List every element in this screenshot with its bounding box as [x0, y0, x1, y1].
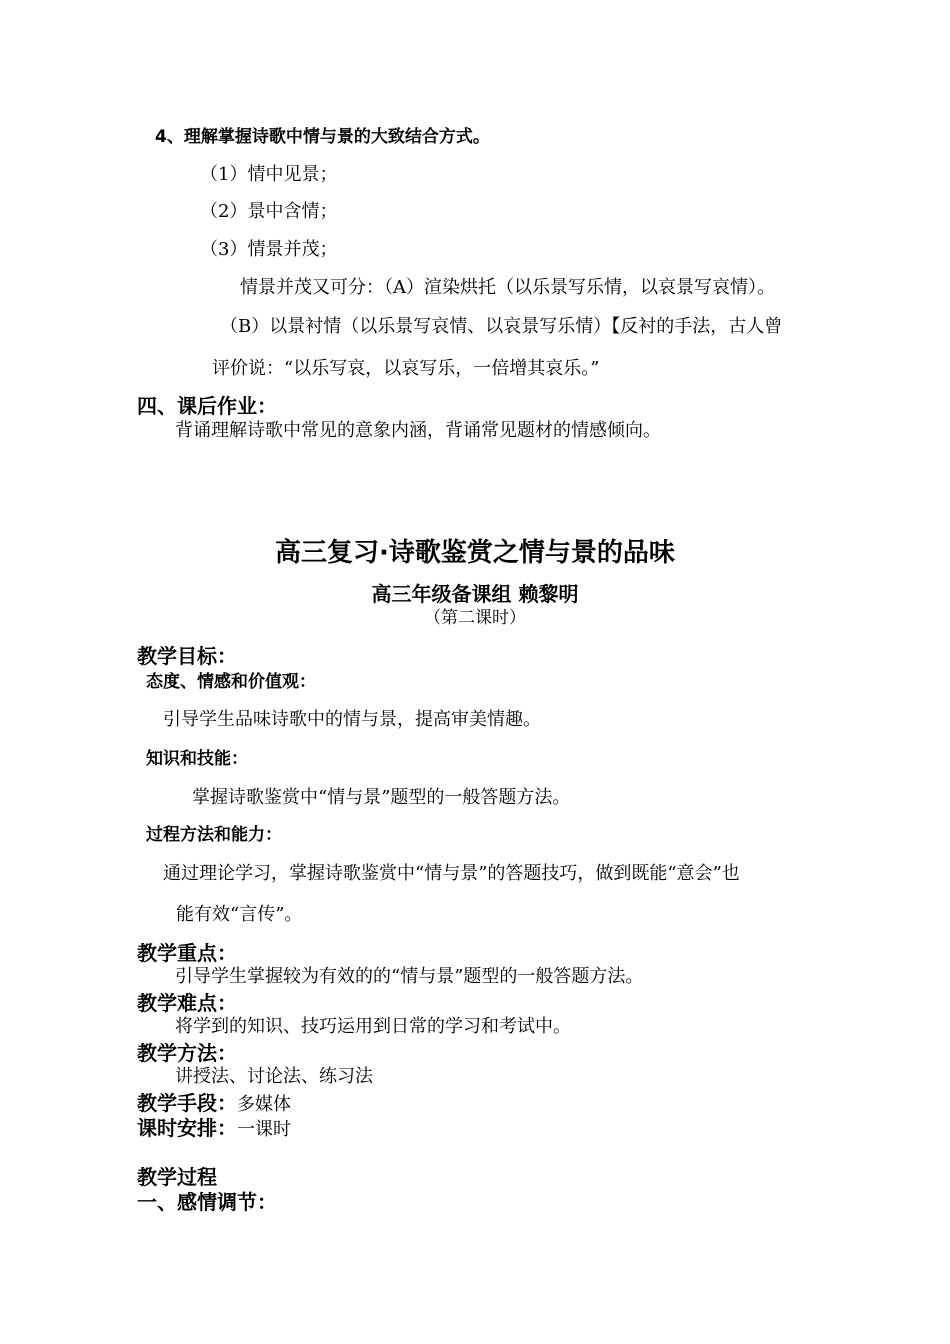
process-section-1: 一、感情调节：	[137, 1190, 277, 1214]
attitude-heading: 态度、情感和价值观：	[146, 672, 316, 692]
process-method-heading: 过程方法和能力：	[146, 825, 282, 845]
difficulties-text: 将学到的知识、技巧运用到日常的学习和考试中。	[175, 1016, 571, 1037]
way-2: （2）景中含情；	[200, 201, 338, 222]
key-points-heading: 教学重点：	[137, 941, 237, 965]
means-text: 多媒体	[237, 1094, 291, 1115]
process-method-text: 通过理论学习，掌握诗歌鉴赏中“情与景”的答题技巧，做到既能“意会”也	[163, 863, 740, 884]
process-method-text-continued: 能有效“言传”。	[176, 904, 303, 925]
process-heading: 教学过程	[137, 1165, 217, 1189]
lesson-author: 高三年级备课组 赖黎明	[371, 582, 579, 606]
knowledge-text: 掌握诗歌鉴赏中“情与景”题型的一般答题方法。	[192, 787, 571, 808]
objectives-heading: 教学目标：	[137, 644, 237, 668]
homework-text: 背诵理解诗歌中常见的意象内涵，背诵常见题材的情感倾向。	[175, 420, 661, 441]
methods-text: 讲授法、讨论法、练习法	[175, 1066, 373, 1087]
way-3: （3）情景并茂；	[200, 239, 338, 260]
sub-a-text: 情景并茂又可分：（A）渲染烘托（以乐景写乐情，以哀景写哀情）。	[240, 277, 775, 298]
difficulties-heading: 教学难点：	[137, 991, 237, 1015]
homework-heading: 四、课后作业：	[137, 394, 277, 418]
key-points-text: 引导学生掌握较为有效的的“情与景”题型的一般答题方法。	[175, 966, 644, 987]
knowledge-heading: 知识和技能：	[146, 749, 248, 769]
way-1: （1）情中见景；	[200, 164, 338, 185]
item4-heading: 4、理解掌握诗歌中情与景的大致结合方式。	[155, 127, 490, 147]
schedule-heading: 课时安排：	[137, 1116, 237, 1140]
means-heading: 教学手段：	[137, 1091, 237, 1115]
schedule-text: 一课时	[237, 1119, 291, 1140]
schedule-row	[137, 1118, 291, 1139]
means-row	[137, 1093, 291, 1114]
lesson-title: 高三复习·诗歌鉴赏之情与景的品味	[275, 538, 675, 568]
attitude-text: 引导学生品味诗歌中的情与景，提高审美情趣。	[163, 709, 541, 730]
sub-b-continued: 评价说：“以乐写哀，以哀写乐，一倍增其哀乐。”	[212, 358, 600, 379]
lesson-session: （第二课时）	[424, 608, 526, 628]
sub-b-text: （B）以景衬情（以乐景写哀情、以哀景写乐情）【反衬的手法，古人曾	[220, 316, 783, 337]
methods-heading: 教学方法：	[137, 1041, 237, 1065]
